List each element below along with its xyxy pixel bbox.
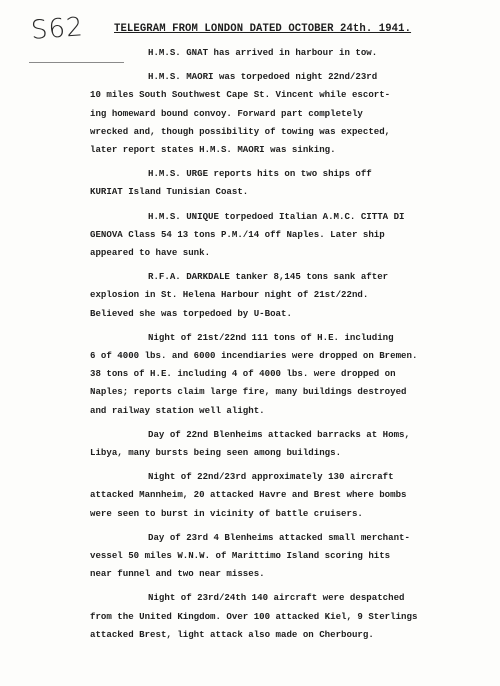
text-line: from the United Kingdom. Over 100 attacked Kiel, 9 Sterlings [90,610,418,622]
text-line: H.M.S. GNAT has arrived in harbour in tow. [148,47,378,58]
text-line: near funnel and two near misses. [90,568,265,580]
telegram-body [90,44,470,650]
text-line: Night of 21st/22nd 111 tons of H.E. including [148,331,394,343]
telegram-paragraph [90,426,470,462]
text-line: R.F.A. DARKDALE tanker 8,145 tons sank after [148,271,389,283]
text-line: H.M.S. MAORI was torpedoed night 22nd/23rd [148,71,378,83]
text-line: explosion in St. Helena Harbour night of 21st/22nd. [90,289,369,301]
telegram-title: TELEGRAM FROM LONDON DATED OCTOBER 24th. 1941. [114,23,412,35]
text-line: Naples; reports claim large fire, many buildings destroyed [90,386,407,398]
text-line: H.M.S. UNIQUE torpedoed Italian A.M.C. CITTA DI [148,210,405,222]
text-line: later report states H.M.S. MAORI was sinking. [90,144,336,156]
text-line: were seen to burst in vicinity of battle cruisers. [90,507,363,519]
telegram-paragraph [90,208,470,263]
text-line: Day of 23rd 4 Blenheims attacked small merchant- [148,531,410,543]
telegram-paragraph [90,529,470,584]
text-line: Libya, many bursts being seen among buildings. [90,447,342,459]
text-line: appeared to have sunk. [90,247,211,259]
text-line: Night of 22nd/23rd approximately 130 aircraft [148,471,394,483]
text-line: Day of 22nd Blenheims attacked barracks at Homs, [148,428,410,440]
text-line: 10 miles South Southwest Cape St. Vincent while escort- [90,89,391,101]
text-line: ing homeward bound convoy. Forward part completely [90,107,363,119]
text-line: vessel 50 miles W.N.W. of Marittimo Island scoring hits [90,550,391,562]
text-line: and railway station well alight. [90,404,265,416]
text-line: KURIAT Island Tunisian Coast. [90,186,249,198]
telegram-paragraph [90,165,470,201]
text-line: attacked Mannheim, 20 attacked Havre and Brest where bombs [90,489,407,501]
text-line: GENOVA Class 54 13 tons P.M./14 off Naples. Later ship [90,228,385,240]
telegram-paragraph [90,468,470,523]
text-line: attacked Brest, light attack also made on Cherbourg. [90,628,374,640]
text-line: 6 of 4000 lbs. and 6000 incendiaries were dropped on Bremen. [90,350,418,362]
telegram-paragraph [90,68,470,159]
telegram-paragraph [90,268,470,323]
handwritten-note: S62 [30,12,85,46]
text-line: 38 tons of H.E. including 4 of 4000 lbs. were dropped on [90,368,396,380]
text-line: Night of 23rd/24th 140 aircraft were despatched [148,592,405,604]
telegram-paragraph [90,44,470,62]
text-line: wrecked and, though possibility of towing was expected, [90,125,391,137]
telegram-paragraph [90,329,470,420]
text-line: Believed she was torpedoed by U-Boat. [90,307,292,319]
text-line: H.M.S. URGE reports hits on two ships off [148,168,372,180]
telegram-paragraph [90,589,470,644]
